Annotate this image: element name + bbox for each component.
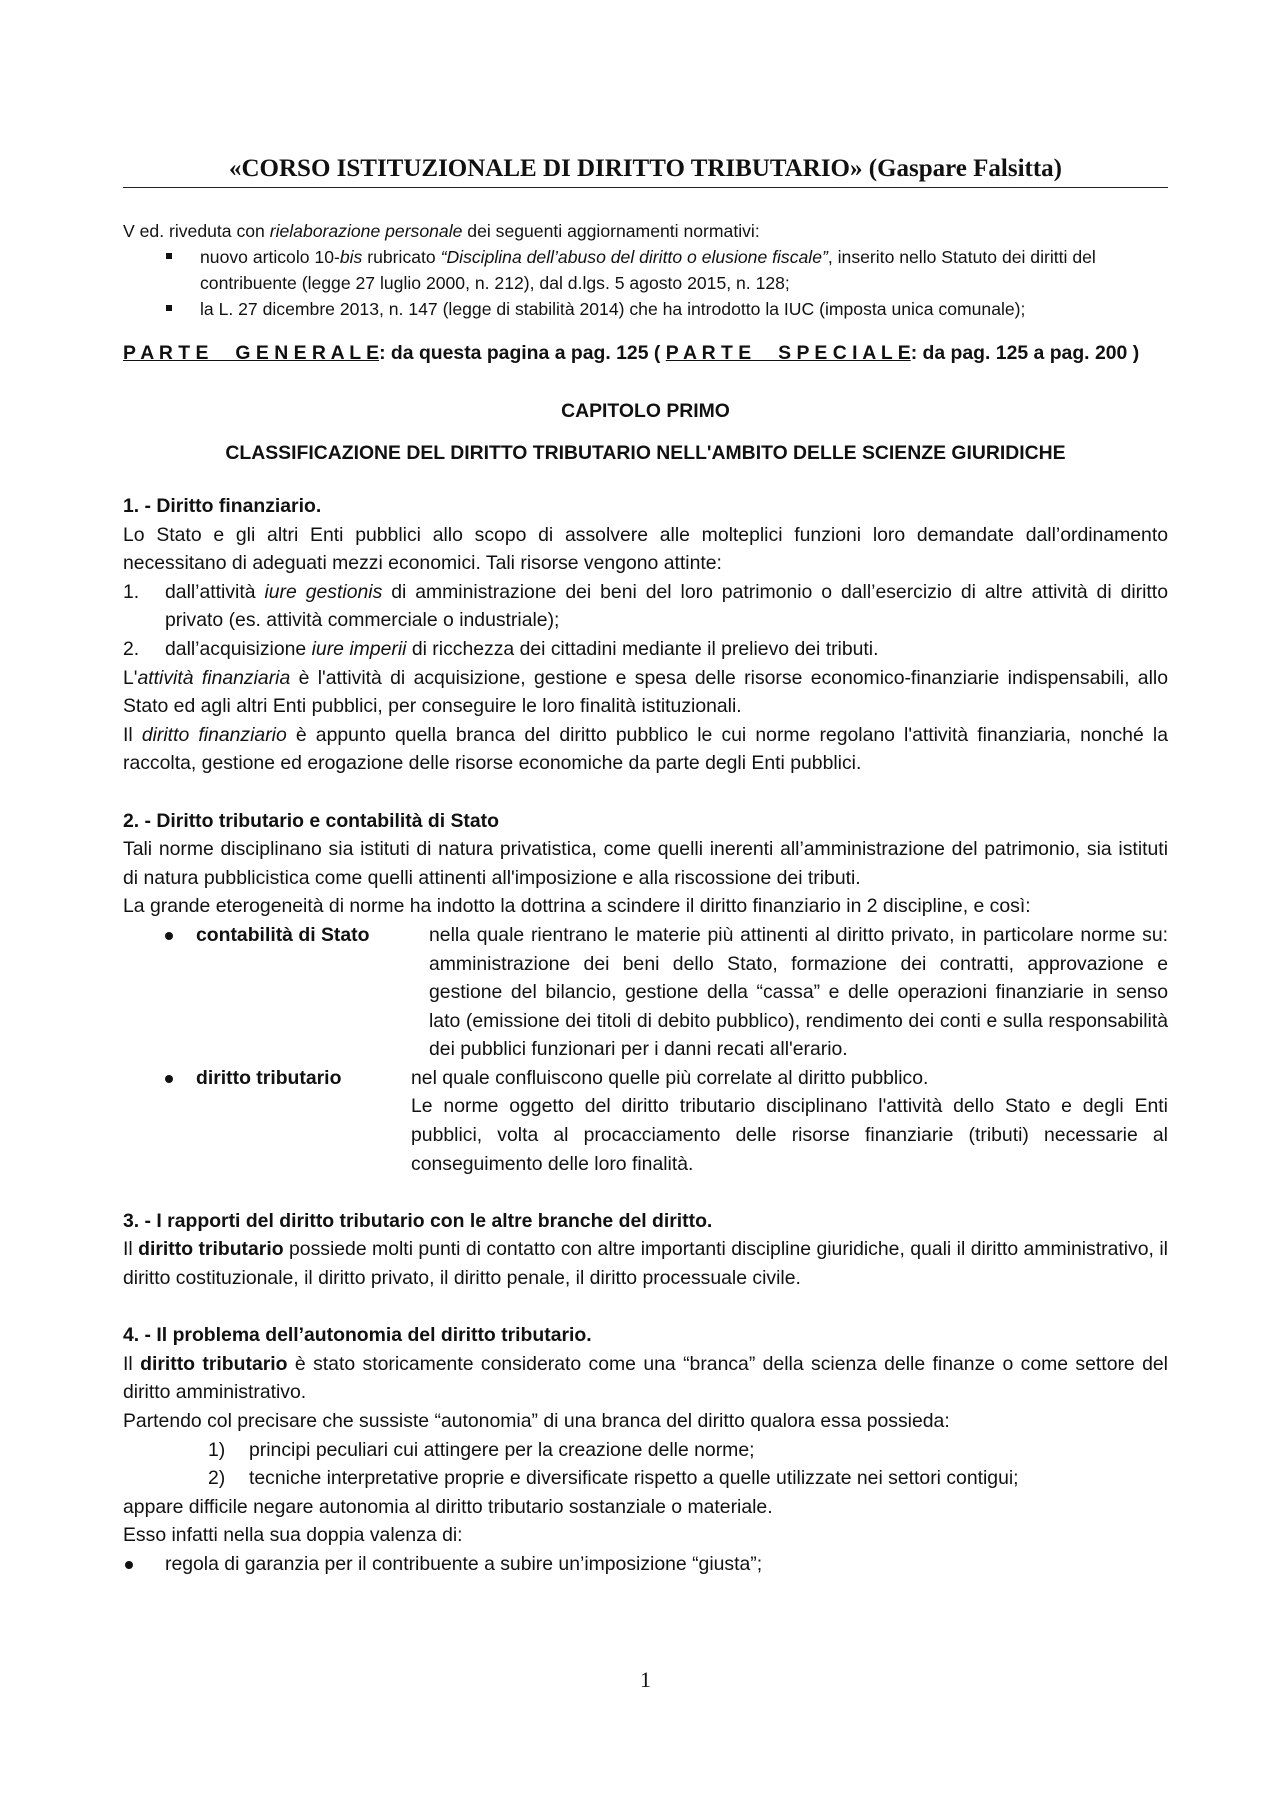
section-heading: 4. - Il problema dell’autonomia del diritto tributario.: [123, 1324, 592, 1347]
spacer: [123, 1293, 1168, 1322]
update-list: [123, 244, 1168, 322]
paragraph: Lo Stato e gli altri Enti pubblici allo scopo di assolvere alle molteplici funzioni loro demandate dall’ordinamento necessitano di adeguati mezzi economici. Tali risorse vengono attinte:: [123, 523, 1168, 575]
paragraph: appare difficile negare autonomia al diritto tributario sostanziale o materiale.: [123, 1495, 773, 1518]
list-item: 2) tecniche interpretative proprie e diversificate rispetto a quelle utilizzate nei settori contigui;: [208, 1467, 1019, 1490]
definition-term: contabilità di Stato: [196, 923, 370, 946]
spacer: [123, 778, 1168, 807]
section-heading: 3. - I rapporti del diritto tributario con le altre branche del diritto.: [123, 1209, 713, 1232]
paragraph: Il diritto tributario è stato storicamente considerato come una “branca” della scienza delle finanze o come settore del diritto amministrativo.: [123, 1352, 1168, 1404]
bullet-icon: [125, 1561, 133, 1569]
list-item: la L. 27 dicembre 2013, n. 147 (legge di stabilità 2014) che ha introdotto la IUC (imposta unica comunale);: [123, 296, 1168, 322]
page-number: 1: [640, 1667, 651, 1692]
section-heading: 2. - Diritto tributario e contabilità di Stato: [123, 809, 499, 832]
edition-note: [123, 218, 1168, 322]
square-bullet-icon: [166, 253, 172, 259]
paragraph: Esso infatti nella sua doppia valenza di:: [123, 1524, 463, 1547]
paragraph: La grande eterogeneità di norme ha indotto la dottrina a scindere il diritto finanziario in 2 discipline, e così:: [123, 895, 1031, 918]
title-underline: [123, 187, 1168, 188]
definition-text: nella quale rientrano le materie più attinenti al diritto privato, in particolare norme su: amministrazione dei beni dello Stato, formazione dei contratti, approvazione e gestione del bilancio, gestione della “cassa” e delle operazioni finanziarie in senso lato (emissione dei titoli di debito pubblico), rendimento dei conti e sulla responsabilità dei pubblici funzionari per i danni recati all'erario.: [429, 923, 1168, 1061]
section-heading: 1. - Diritto finanziario.: [123, 495, 322, 517]
list-item: 1. dall’attività iure gestionis di amministrazione dei beni del loro patrimonio o dall’esercizio di altre attività di diritto privato (es. attività commerciale o industriale);: [123, 580, 1168, 632]
paragraph: Partendo col precisare che sussiste “autonomia” di una branca del diritto qualora essa possieda:: [123, 1410, 950, 1432]
spacer: [123, 1178, 1168, 1207]
chapter-heading: CAPITOLO PRIMO: [561, 400, 730, 422]
definition-text: nel quale confluiscono quelle più correlate al diritto pubblico. Le norme oggetto del diritto tributario disciplinano l'attività dello Stato e degli Enti pubblici, volta al procacciamento delle risorse finanziarie (tributi) necessarie al conseguimento delle loro finalità.: [411, 1066, 1168, 1175]
list-item: nuovo articolo 10-bis rubricato “Disciplina dell’abuso del diritto o elusione fiscale”, inserito nello Statuto dei diritti del contribuente (legge 27 luglio 2000, n. 212), dal d.lgs. 5 agosto 2015, n. 128;: [123, 244, 1168, 296]
square-bullet-icon: [166, 305, 172, 311]
paragraph: Tali norme disciplinano sia istituti di natura privatistica, come quelli inerenti all’amministrazione del patrimonio, sia istituti di natura pubblicistica come quelli attinenti all'imposizione e alla riscossione dei tributi.: [123, 838, 1168, 889]
definition-item: [123, 921, 1168, 1064]
paragraph: Il diritto tributario possiede molti punti di contatto con altre importanti discipline giuridiche, quali il diritto amministrativo, il diritto costituzionale, il diritto privato, il diritto penale, il diritto processuale civile.: [123, 1238, 1168, 1290]
definition-item: [123, 1064, 1168, 1178]
paragraph: Il diritto finanziario è appunto quella branca del diritto pubblico le cui norme regolano l'attività finanziaria, nonché la raccolta, gestione ed erogazione delle risorse economiche da parte degli Enti pubblici.: [123, 723, 1168, 775]
bullet-icon: [165, 932, 173, 940]
definition-term: diritto tributario: [196, 1066, 342, 1089]
document-body: [123, 492, 1168, 1579]
list-item: regola di garanzia per il contribuente a subire un’imposizione “giusta”;: [123, 1550, 1168, 1579]
bullet-icon: [165, 1075, 173, 1083]
chapter-title: CLASSIFICAZIONE DEL DIRITTO TRIBUTARIO NELL'AMBITO DELLE SCIENZE GIURIDICHE: [225, 442, 1066, 464]
list-item: 1) principi peculiari cui attingere per la creazione delle norme;: [208, 1438, 755, 1461]
edition-lead: V ed. riveduta con rielaborazione personale dei seguenti aggiornamenti normativi:: [123, 221, 760, 241]
list-item: 2. dall’acquisizione iure imperii di ricchezza dei cittadini mediante il prelievo dei tributi.: [123, 637, 879, 660]
paragraph: L'attività finanziaria è l'attività di acquisizione, gestione e spesa delle risorse economico-finanziarie indispensabili, allo Stato ed agli altri Enti pubblici, per conseguire le loro finalità istituzionali.: [123, 666, 1168, 718]
parts-overview: P A R T E G E N E R A L E: da questa pagina a pag. 125 ( P A R T E S P E C I A L E: da pag. 125 a pag. 200 ): [123, 342, 1140, 364]
document-title: «CORSO ISTITUZIONALE DI DIRITTO TRIBUTARIO» (Gaspare Falsitta): [228, 155, 1063, 182]
